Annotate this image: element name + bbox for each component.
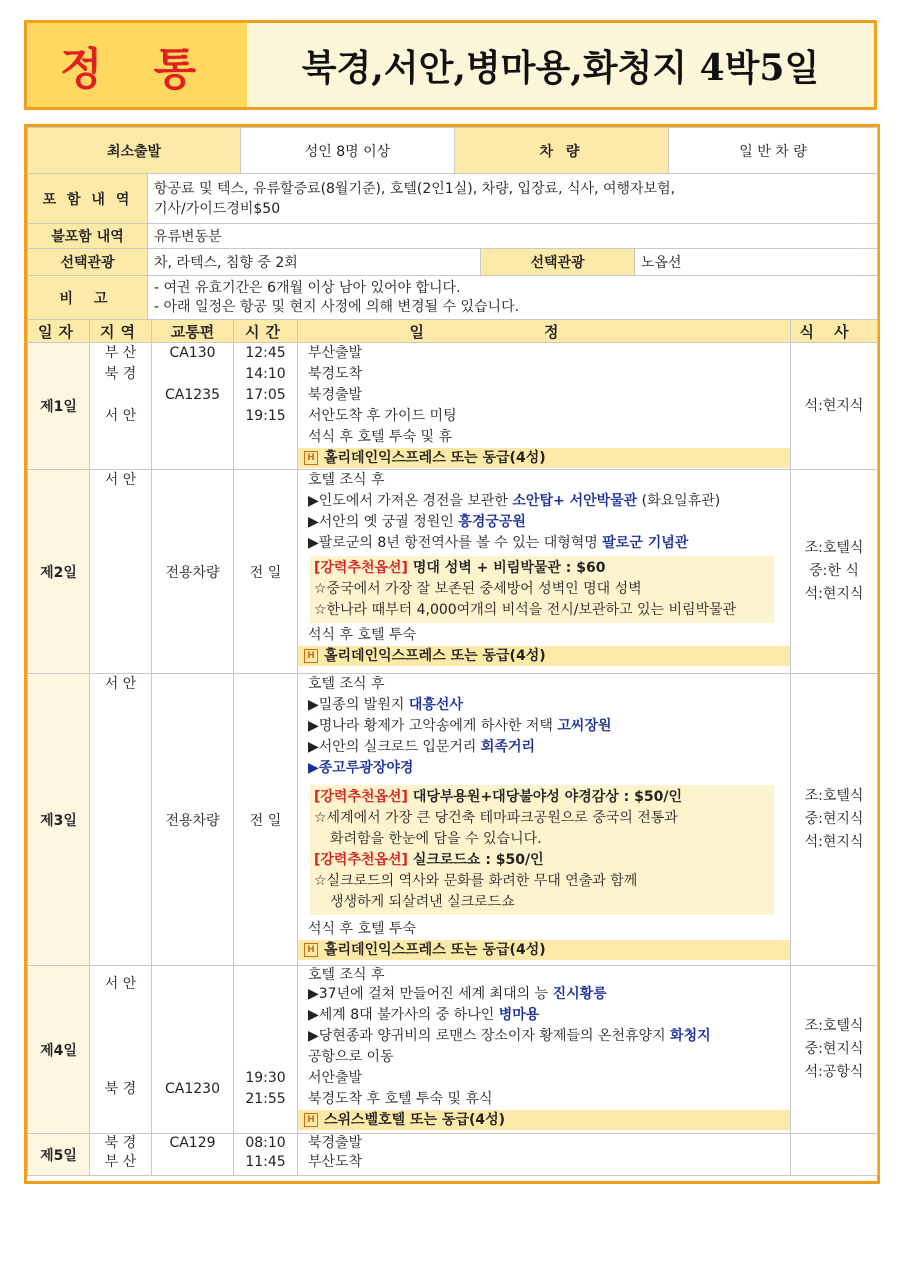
day1-time: 14:10 bbox=[245, 366, 286, 382]
schedule-table bbox=[27, 319, 878, 1176]
brand-label bbox=[27, 23, 247, 107]
day2-meal: 석:현지식 bbox=[804, 586, 864, 602]
day4-times bbox=[234, 966, 298, 1134]
day3-line: ▶명나라 황제가 고악송에게 하사한 저택 고씨장원 bbox=[308, 718, 612, 734]
day1-region: 서 안 bbox=[104, 408, 137, 424]
day1-meal: 석:현지식 bbox=[804, 397, 864, 414]
day3-region-cell bbox=[90, 674, 152, 966]
day1-label: 제1일 bbox=[28, 343, 90, 470]
day2-line: 호텔 조식 후 bbox=[308, 472, 385, 488]
day5-time: 08:10 bbox=[245, 1135, 286, 1151]
hotel-icon: H bbox=[304, 943, 318, 957]
day1-line: 북경출발 bbox=[308, 387, 363, 403]
option-tag: [강력추천옵션] bbox=[314, 560, 408, 576]
day1-transport bbox=[152, 343, 234, 470]
day2-row bbox=[28, 470, 878, 674]
day2-meal: 중:한 식 bbox=[809, 563, 859, 579]
day4-attraction: 진시황릉 bbox=[552, 986, 607, 1002]
day1-line: 북경도착 bbox=[308, 366, 363, 382]
option2-value: 노옵션 bbox=[635, 249, 878, 276]
min-label: 최소출발 bbox=[28, 128, 241, 174]
day5-regions bbox=[90, 1134, 152, 1176]
day5-flight: CA129 bbox=[169, 1135, 216, 1151]
option-name: 대당부용원+대당불야성 야경감상 : $50/인 bbox=[407, 789, 682, 805]
day3-line: 석식 후 호텔 투숙 bbox=[308, 921, 417, 937]
day3-label: 제3일 bbox=[28, 674, 90, 966]
day2-schedule bbox=[298, 470, 791, 674]
day4-meal: 석:공항식 bbox=[804, 1064, 864, 1080]
day4-hotel bbox=[298, 1110, 790, 1130]
day2-option-box bbox=[310, 556, 774, 623]
day1-time: 17:05 bbox=[245, 387, 286, 403]
day1-flight: CA130 bbox=[169, 345, 216, 361]
day4-line: ▶당현종과 양귀비의 로맨스 장소이자 황제들의 온천휴양지 화청지 bbox=[308, 1028, 711, 1044]
car-value: 일 반 차 량 bbox=[669, 128, 878, 174]
day2-meal: 조:호텔식 bbox=[804, 540, 864, 556]
day3-attraction: 회족거리 bbox=[480, 739, 535, 755]
day2-line: ▶서안의 옛 궁궐 정원인 흥경궁공원 bbox=[308, 514, 526, 530]
header-region: 지역 bbox=[90, 320, 152, 343]
header-day: 일자 bbox=[28, 320, 90, 343]
day4-attraction: 화청지 bbox=[670, 1028, 711, 1044]
day4-attraction: 병마용 bbox=[498, 1007, 540, 1023]
itinerary-frame bbox=[24, 124, 880, 1184]
day1-regions bbox=[90, 343, 152, 470]
day4-meals bbox=[791, 966, 878, 1134]
day2-meals bbox=[791, 470, 878, 674]
incl-label: 포 함 내 역 bbox=[28, 174, 148, 224]
note-label: 비 고 bbox=[28, 276, 148, 320]
header-transport: 교통편 bbox=[152, 320, 234, 343]
option-desc: 생생하게 되살려낸 실크로드쇼 bbox=[330, 894, 515, 910]
min-value: 성인 8명 이상 bbox=[241, 128, 455, 174]
header-time: 시간 bbox=[234, 320, 298, 343]
day1-time: 19:15 bbox=[245, 408, 286, 424]
header-meal: 식사 bbox=[791, 320, 878, 343]
day1-hotel bbox=[298, 448, 790, 468]
day3-meal: 중:현지식 bbox=[804, 811, 864, 827]
option-label: 선택관광 bbox=[28, 249, 148, 276]
day3-attraction: 대흥선사 bbox=[408, 697, 463, 713]
day2-line: ▶팔로군의 8년 항전역사를 볼 수 있는 대형혁명 팔로군 기념관 bbox=[308, 535, 689, 551]
day4-meal: 중:현지식 bbox=[804, 1041, 864, 1057]
info-table-2 bbox=[27, 173, 878, 320]
day5-line: 북경출발 bbox=[308, 1135, 363, 1151]
day2-hotel-name: 홀리데인익스프레스 또는 동급(4성) bbox=[324, 648, 546, 664]
day4-region: 북 경 bbox=[104, 1081, 137, 1097]
day4-label: 제4일 bbox=[28, 966, 90, 1134]
day5-time: 11:45 bbox=[245, 1154, 286, 1170]
day5-label: 제5일 bbox=[28, 1134, 90, 1176]
day3-meals bbox=[791, 674, 878, 966]
day4-line: ▶세계 8대 불가사의 중 하나인 병마용 bbox=[308, 1007, 540, 1023]
day3-time: 전 일 bbox=[234, 674, 298, 966]
day4-meal: 조:호텔식 bbox=[804, 1018, 864, 1034]
option-desc: ☆세계에서 가장 큰 당건축 테마파크공원으로 중국의 전통과 bbox=[314, 810, 678, 826]
day3-line: ▶서안의 실크로드 입문거리 회족거리 bbox=[308, 739, 535, 755]
day4-time: 19:30 bbox=[245, 1070, 286, 1086]
day3-meal: 조:호텔식 bbox=[804, 788, 864, 804]
day4-region: 서 안 bbox=[104, 976, 137, 992]
day1-hotel-name: 홀리데인익스프레스 또는 동급(4성) bbox=[324, 450, 546, 466]
day3-hotel bbox=[298, 940, 790, 960]
day4-row bbox=[28, 966, 878, 1134]
day2-attraction: 흥경궁공원 bbox=[458, 514, 526, 530]
day4-schedule bbox=[298, 966, 791, 1134]
day5-meals bbox=[791, 1134, 878, 1176]
day2-label: 제2일 bbox=[28, 470, 90, 674]
day3-meal: 석:현지식 bbox=[804, 834, 864, 850]
option-desc: ☆실크로드의 역사와 문화를 화려한 무대 연출과 함께 bbox=[314, 873, 638, 889]
note-line-2: - 아래 일정은 항공 및 현지 사정에 의해 변경될 수 있습니다. bbox=[154, 298, 520, 315]
incl-value bbox=[148, 174, 878, 224]
day5-schedule bbox=[298, 1134, 791, 1176]
hotel-icon: H bbox=[304, 451, 318, 465]
day4-regions bbox=[90, 966, 152, 1134]
day2-time: 전 일 bbox=[234, 470, 298, 674]
day4-line: 서안출발 bbox=[308, 1070, 363, 1086]
tour-title bbox=[247, 23, 874, 107]
day4-flight: CA1230 bbox=[165, 1081, 220, 1097]
day1-schedule bbox=[298, 343, 791, 470]
day3-line: ▶밀종의 발원지 대흥선사 bbox=[308, 697, 463, 713]
day3-line: 호텔 조식 후 bbox=[308, 676, 385, 692]
day5-row bbox=[28, 1134, 878, 1176]
day3-line bbox=[308, 758, 790, 779]
day1-time: 12:45 bbox=[245, 345, 286, 361]
day1-times bbox=[234, 343, 298, 470]
day2-attraction: 소안탑+ 서안박물관 bbox=[512, 493, 638, 509]
day1-flight: CA1235 bbox=[165, 387, 220, 403]
option-value: 차, 라텍스, 침향 중 2회 bbox=[148, 249, 481, 276]
option-desc: 화려함을 한눈에 담을 수 있습니다. bbox=[330, 831, 542, 847]
day3-row bbox=[28, 674, 878, 966]
option-desc: ☆한나라 때부터 4,000여개의 비석을 전시/보관하고 있는 비림박물관 bbox=[314, 602, 737, 618]
option-tag: [강력추천옵션] bbox=[314, 852, 408, 868]
car-label: 차 량 bbox=[455, 128, 669, 174]
day4-line: 호텔 조식 후 bbox=[308, 967, 385, 983]
day1-line: 석식 후 호텔 투숙 및 휴 bbox=[308, 429, 452, 445]
note-line-1: - 여권 유효기간은 6개월 이상 남아 있어야 합니다. bbox=[154, 279, 461, 296]
day4-line: 공항으로 이동 bbox=[308, 1049, 394, 1065]
option-name: 실크로드쇼 : $50/인 bbox=[407, 852, 544, 868]
day4-line: ▶37년에 걸쳐 만들어진 세계 최대의 능 진시황릉 bbox=[308, 986, 607, 1002]
day5-transport-cell bbox=[152, 1134, 234, 1176]
day3-transport: 전용차량 bbox=[152, 674, 234, 966]
day4-transport-cell bbox=[152, 966, 234, 1134]
day4-hotel-name: 스위스벨호텔 또는 동급(4성) bbox=[324, 1112, 506, 1128]
option2-label: 선택관광 bbox=[481, 249, 635, 276]
day1-meals bbox=[791, 343, 878, 470]
day3-attraction: 고씨장원 bbox=[557, 718, 612, 734]
day4-line: 북경도착 후 호텔 투숙 및 휴식 bbox=[308, 1091, 493, 1107]
tour-title-text: 북경,서안,병마용,화청지 4박5일 bbox=[301, 46, 820, 89]
day2-attraction: 팔로군 기념관 bbox=[602, 535, 689, 551]
hotel-icon: H bbox=[304, 649, 318, 663]
day2-hotel bbox=[298, 646, 790, 666]
day3-region: 서 안 bbox=[104, 676, 137, 692]
incl-line-1: 항공료 및 텍스, 유류할증료(8월기준), 호텔(2인1실), 차량, 입장료, 식사, 여행자보험, bbox=[154, 180, 676, 197]
excl-label: 불포함 내역 bbox=[28, 224, 148, 249]
day3-hotel-name: 홀리데인익스프레스 또는 동급(4성) bbox=[324, 942, 546, 958]
hotel-icon: H bbox=[304, 1113, 318, 1127]
day4-time: 21:55 bbox=[245, 1091, 286, 1107]
title-banner bbox=[24, 20, 877, 110]
brand-text: 정 통 bbox=[59, 44, 215, 95]
day1-line: 부산출발 bbox=[308, 345, 363, 361]
day1-line: 서안도착 후 가이드 미팅 bbox=[308, 408, 457, 424]
day2-transport: 전용차량 bbox=[152, 470, 234, 674]
info-table bbox=[27, 127, 878, 174]
header-schedule: 일정 bbox=[298, 320, 791, 343]
day3-attraction: ▶종고루광장야경 bbox=[308, 760, 414, 776]
option-tag: [강력추천옵션] bbox=[314, 789, 408, 805]
incl-line-2: 기사/가이드경비$50 bbox=[154, 200, 281, 217]
day1-row bbox=[28, 343, 878, 470]
option-name: 명대 성벽 + 비림박물관 : $60 bbox=[407, 560, 606, 576]
day5-region: 북 경 bbox=[104, 1135, 137, 1151]
day5-times bbox=[234, 1134, 298, 1176]
excl-value: 유류변동분 bbox=[148, 224, 878, 249]
day2-line: ▶인도에서 가져온 경전을 보관한 소안탑+ 서안박물관 (화요일휴관) bbox=[308, 493, 721, 509]
day2-region: 서 안 bbox=[104, 472, 137, 488]
day2-region-cell bbox=[90, 470, 152, 674]
option-desc: ☆중국에서 가장 잘 보존된 중세방어 성벽인 명대 성벽 bbox=[314, 581, 642, 597]
day5-region: 부 산 bbox=[104, 1154, 137, 1170]
day1-region: 부 산 bbox=[104, 345, 137, 361]
note-value bbox=[148, 276, 878, 320]
day2-line: 석식 후 호텔 투숙 bbox=[308, 627, 417, 643]
day1-region: 북 경 bbox=[104, 366, 137, 382]
day5-line: 부산도착 bbox=[308, 1154, 363, 1170]
day3-option-box bbox=[310, 785, 774, 915]
day3-schedule bbox=[298, 674, 791, 966]
